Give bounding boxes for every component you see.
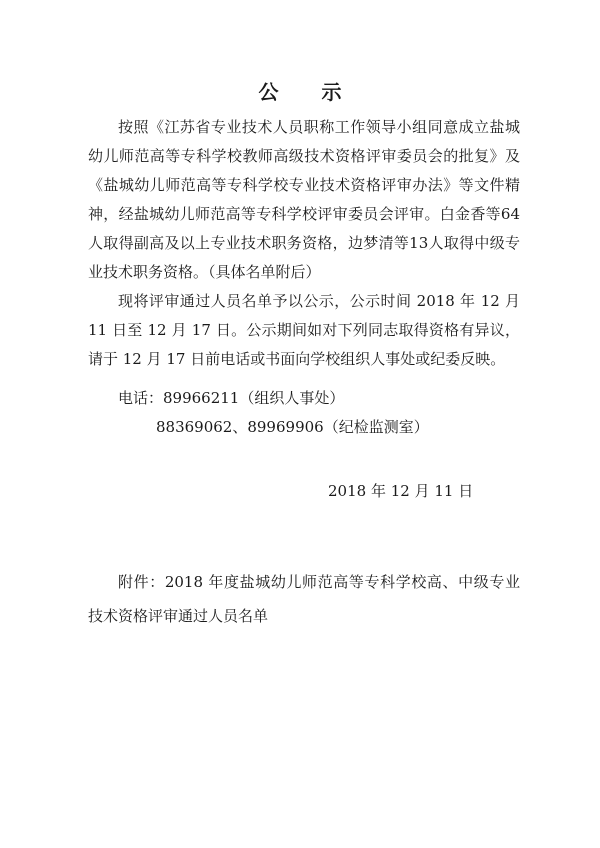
notice-paragraph-1: 按照《江苏省专业技术人员职称工作领导小组同意成立盐城幼儿师范高等专科学校教师高级技术资格评审委员会的批复》及《盐城幼儿师范高等专科学校专业技术资格评审办法》等文件精神，经盐城幼儿师范高等专科学校评审委员会评审。白金香等64人取得副高及以上专业技术职务资格，边梦清等13人取得中级专业技术职务资格。（具体名单附后） <box>88 118 520 281</box>
phone-line-hr: 电话：89966211（组织人事处） <box>118 389 345 407</box>
phone-line-discipline: 88369062、89969906（纪检监测室） <box>156 418 429 436</box>
attachment-note: 附件：2018 年度盐城幼儿师范高等专科学校高、中级专业技术资格评审通过人员名单 <box>88 573 520 625</box>
document-title: 公 示 <box>258 80 360 104</box>
notice-paragraph-2: 现将评审通过人员名单予以公示，公示时间 2018 年 12 月 11 日至 12 月 17 日。公示期间如对下列同志取得资格有异议，请于 12 月 17 日前电话或书面向学校组织人事处或纪委反映。 <box>88 292 520 368</box>
issue-date: 2018 年 12 月 11 日 <box>328 482 474 500</box>
